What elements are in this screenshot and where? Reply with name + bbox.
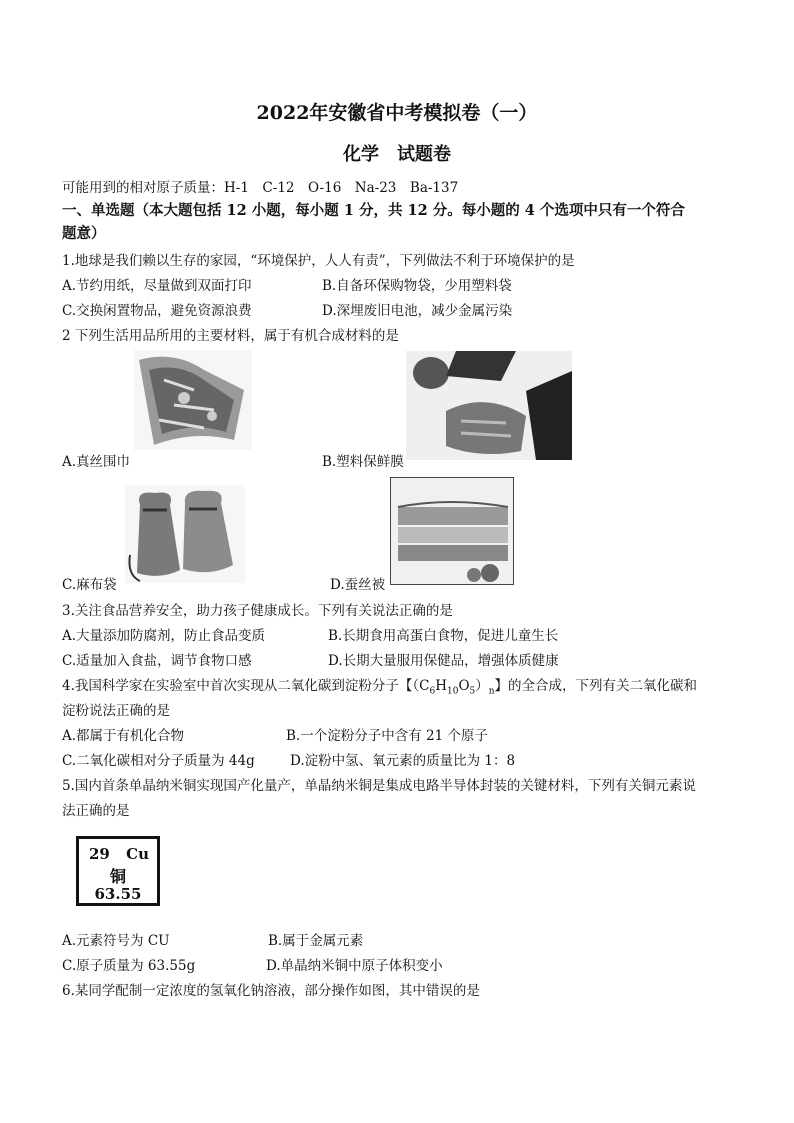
q1-option-d: D.深埋废旧电池，减少金属污染 [322, 303, 513, 319]
q4-option-a: A.都属于有机化合物 [62, 728, 185, 744]
plastic-wrap-image [406, 351, 572, 460]
element-name: 铜 [109, 867, 126, 886]
q4-option-b: B.一个淀粉分子中含有 21 个原子 [286, 728, 488, 744]
page-title: 2022年安徽省中考模拟卷（一） [256, 102, 538, 124]
atomic-mass: 63.55 [94, 885, 142, 903]
q1-stem: 1.地球是我们赖以生存的家园，“环境保护，人人有责”，下列做法不利于环境保护的是 [62, 253, 575, 269]
q2-stem: 2 下列生活用品所用的主要材料，属于有机合成材料的是 [62, 328, 399, 344]
q4-option-c: C.二氧化碳相对分子质量为 44g [62, 753, 255, 769]
q5-option-b: B.属于金属元素 [268, 933, 364, 949]
q4-stem: 4.我国科学家在实验室中首次实现从二氧化碳到淀粉分子【$(C_6H_{10}O_5)_n$】的全合成，下列有关二氧化碳和 [62, 678, 698, 697]
q5-stem: 5.国内首条单晶纳米铜实现国产化量产，单晶纳米铜是集成电路半导体封装的关键材料，下列有关铜元素说 [62, 778, 696, 794]
q3-option-d: D.长期大量服用保健品，增强体质健康 [328, 653, 559, 669]
page-subtitle: 化学 试题卷 [343, 144, 451, 165]
q1-option-c: C.交换闲置物品，避免资源浪费 [62, 303, 252, 319]
q5-option-d: D.单晶纳米铜中原子体积变小 [266, 958, 443, 974]
q3-option-a: A.大量添加防腐剂，防止食品变质 [62, 628, 266, 644]
section-heading-cont: 题意） [62, 225, 106, 242]
q5-option-c: C.原子质量为 63.55g [62, 958, 196, 974]
q4-option-d: D.淀粉中氢、氧元素的质量比为 1：8 [290, 753, 516, 769]
linen-bag-image [125, 485, 245, 583]
q3-stem: 3.关注食品营养安全，助力孩子健康成长。下列有关说法正确的是 [62, 603, 453, 619]
element-card [76, 836, 160, 906]
q2-option-c: C.麻布袋 [62, 577, 117, 593]
atomic-masses: 可能用到的相对原子质量：H-1 C-12 O-16 Na-23 Ba-137 [62, 180, 459, 196]
q2-option-d: D.蚕丝被 [330, 577, 386, 593]
element-symbol: Cu [126, 845, 149, 863]
q4-stem-cont: 淀粉说法正确的是 [62, 703, 170, 719]
q2-option-b: B.塑料保鲜膜 [322, 454, 404, 470]
q3-option-b: B.长期食用高蛋白食物，促进儿童生长 [328, 628, 559, 644]
q3-option-c: C.适量加入食盐，调节食物口感 [62, 653, 252, 669]
silk-scarf-image [134, 350, 252, 450]
silk-quilt-image [390, 477, 514, 585]
q6-stem: 6.某同学配制一定浓度的氢氧化钠溶液，部分操作如图，其中错误的是 [62, 983, 480, 999]
q5-option-a: A.元素符号为 CU [62, 933, 170, 949]
atomic-number: 29 [89, 845, 110, 863]
q2-option-a: A.真丝围巾 [62, 454, 131, 470]
q1-option-b: B.自备环保购物袋，少用塑料袋 [322, 278, 512, 294]
section-heading: 一、单选题（本大题包括 12 小题，每小题 1 分，共 12 分。每小题的 4 个选项中只有一个符合 [62, 202, 685, 219]
q1-option-a: A.节约用纸，尽量做到双面打印 [62, 278, 252, 294]
q5-stem-cont: 法正确的是 [62, 803, 130, 819]
